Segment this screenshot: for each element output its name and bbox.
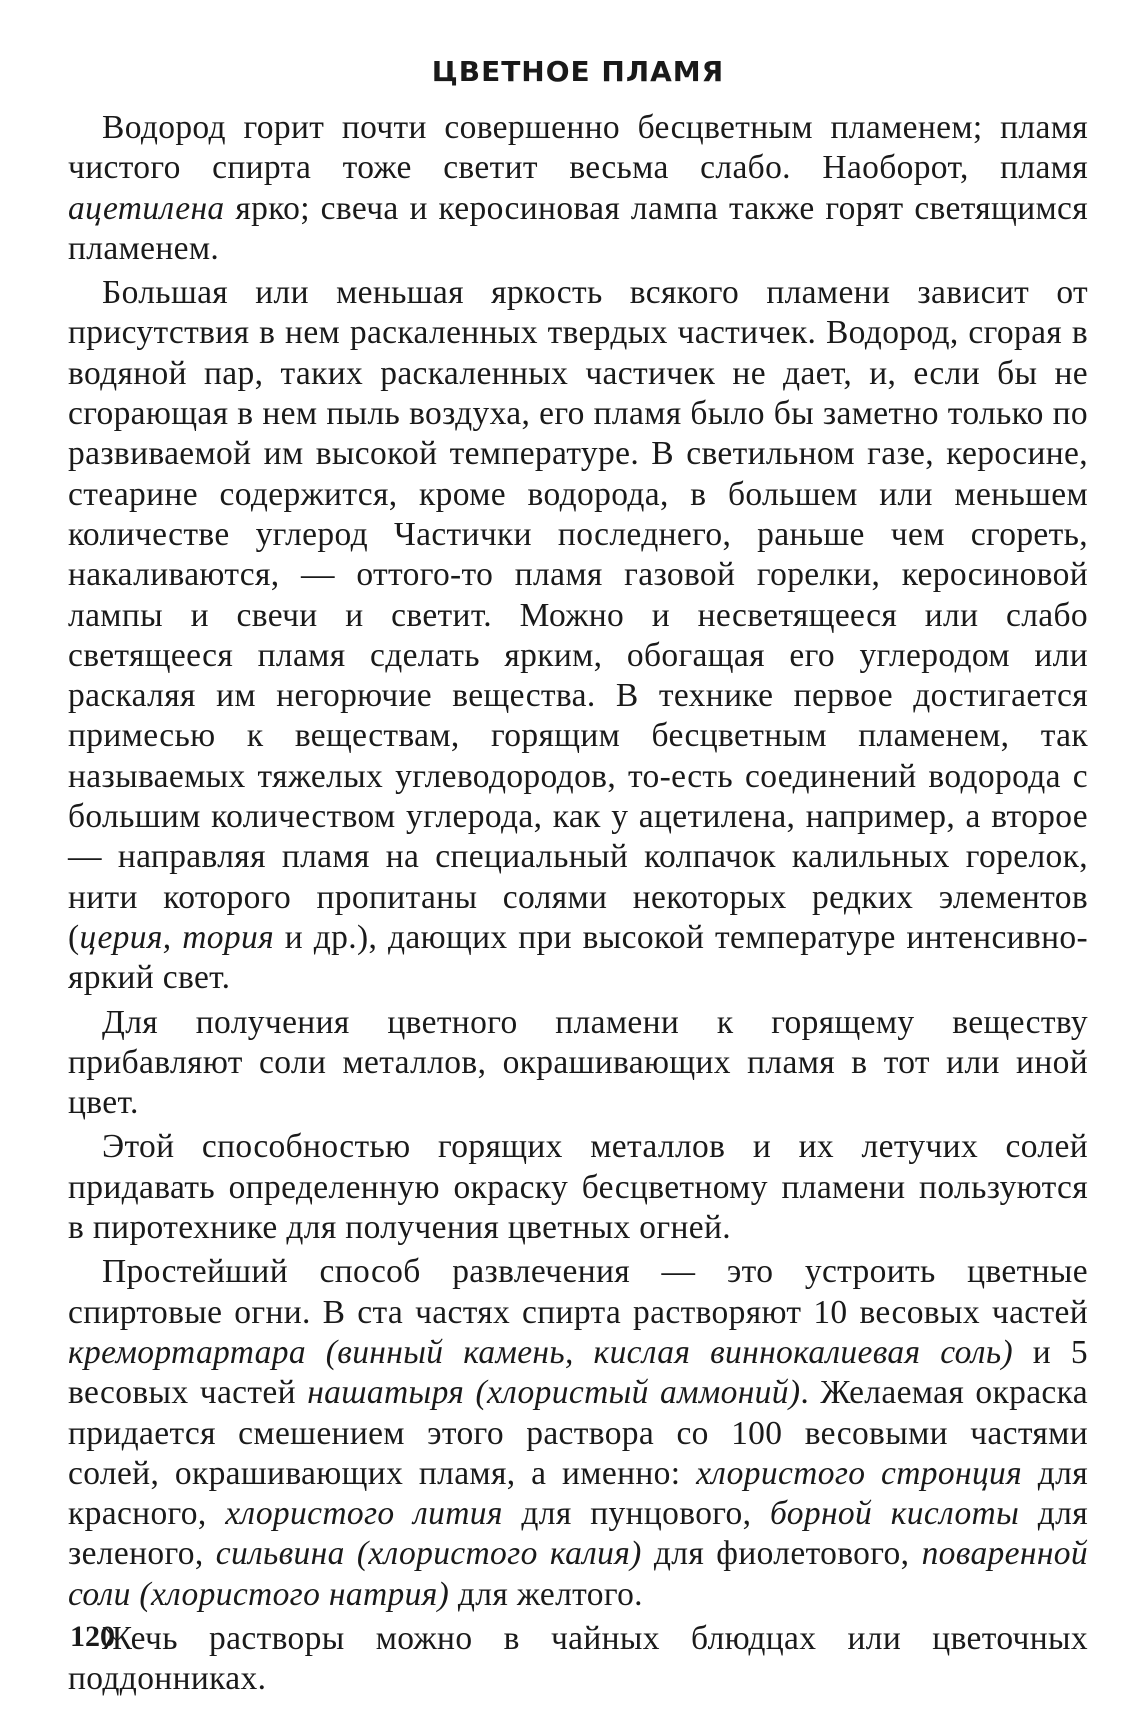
text-run: и др.), дающих при высокой температуре интенсивно-яркий свет. <box>68 918 1088 997</box>
italic-term: ацетилена <box>68 189 225 227</box>
text-run: для фиолетового, <box>641 1535 922 1573</box>
text-run: . Желаемая окраска придается смешением этого раствора со 100 весовыми частями солей, окрашивающих пламя, а именно: <box>68 1374 1088 1492</box>
text-run: ярко; свеча и керосиновая лампа также горят светящимся пламенем. <box>68 189 1088 267</box>
paragraph <box>68 273 1088 998</box>
italic-term: хлористого лития <box>225 1495 503 1533</box>
italic-term: церия, тория <box>79 918 275 956</box>
paragraph <box>68 1252 1088 1615</box>
text-run: Большая или меньшая яркость всякого пламени зависит от присутствия в нем раскаленных твердых частичек. Водород, сгорая в водяной пар, таких раскаленных частичек не дает, и, если бы не сгорающая в нем пыль воздуха, его пламя было бы заметно только по развиваемой им высокой температуре. В светильном газе, керосине, стеарине содержится, кроме водорода, в большем или меньшем количестве углерод Частички последнего, раньше чем сгореть, накаливаются, — оттого-то пламя газовой горелки, керосиновой лампы и свечи и светит. Можно и несветящееся или слабо светящееся пламя сделать ярким, обогащая его углеродом или раскаляя им негорючие вещества. В технике первое достигается примесью к веществам, горящим бесцветным пламенем, так называемых тяжелых углеводородов, то-есть соединений водорода с большим количеством углерода, как у ацетилена, например, а второе — направляя пламя на специальный колпачок калильных горелок, нити которого пропитаны солями некоторых редких элементов ( <box>68 274 1088 956</box>
page-title: ЦВЕТНОЕ ПЛАМЯ <box>431 55 725 88</box>
text-run: Этой способностью горящих металлов и их летучих солей придавать определенную окраску бесцветному пламени пользуются в пиротехнике для получения цветных огней. <box>68 1128 1088 1247</box>
text-run: Простейший способ развлечения — это устроить цветные спиртовые огни. В ста частях спирта растворяют 10 весовых частей <box>68 1253 1088 1331</box>
italic-term: хлористого стронция <box>696 1454 1023 1492</box>
paragraph <box>68 1127 1088 1248</box>
text-run: для красного, <box>68 1454 1088 1533</box>
italic-term: борной кислоты <box>770 1495 1020 1533</box>
italic-term: поваренной соли (хлористого натрия) <box>68 1535 1088 1613</box>
italic-term: нашатыря (хлористый аммоний) <box>307 1374 801 1412</box>
text-run: и 5 весовых частей <box>68 1333 1089 1412</box>
text-run: для желтого. <box>449 1575 643 1613</box>
text-run: для зеленого, <box>68 1495 1088 1573</box>
text-run: Водород горит почти совершенно бесцветным пламенем; пламя чистого спирта тоже светит весьма слабо. Наоборот, пламя <box>68 109 1088 187</box>
book-page <box>68 50 1088 1704</box>
italic-term: сильвина (хлористого калия) <box>215 1535 642 1573</box>
italic-term: кремортартара (винный камень, кислая виннокалиевая соль) <box>68 1333 1013 1371</box>
paragraph <box>68 108 1088 269</box>
text-run: для пунцового, <box>502 1495 770 1533</box>
text-run: Для получения цветного пламени к горящему веществу прибавляют соли металлов, окрашивающих пламя в тот или иной цвет. <box>68 1003 1088 1122</box>
body-text <box>68 108 1088 1700</box>
page-number: 120 <box>70 1620 115 1653</box>
paragraph <box>68 1003 1088 1124</box>
text-run: Жечь растворы можно в чайных блюдцах или цветочных поддонниках. <box>68 1619 1088 1698</box>
paragraph <box>68 1619 1088 1700</box>
